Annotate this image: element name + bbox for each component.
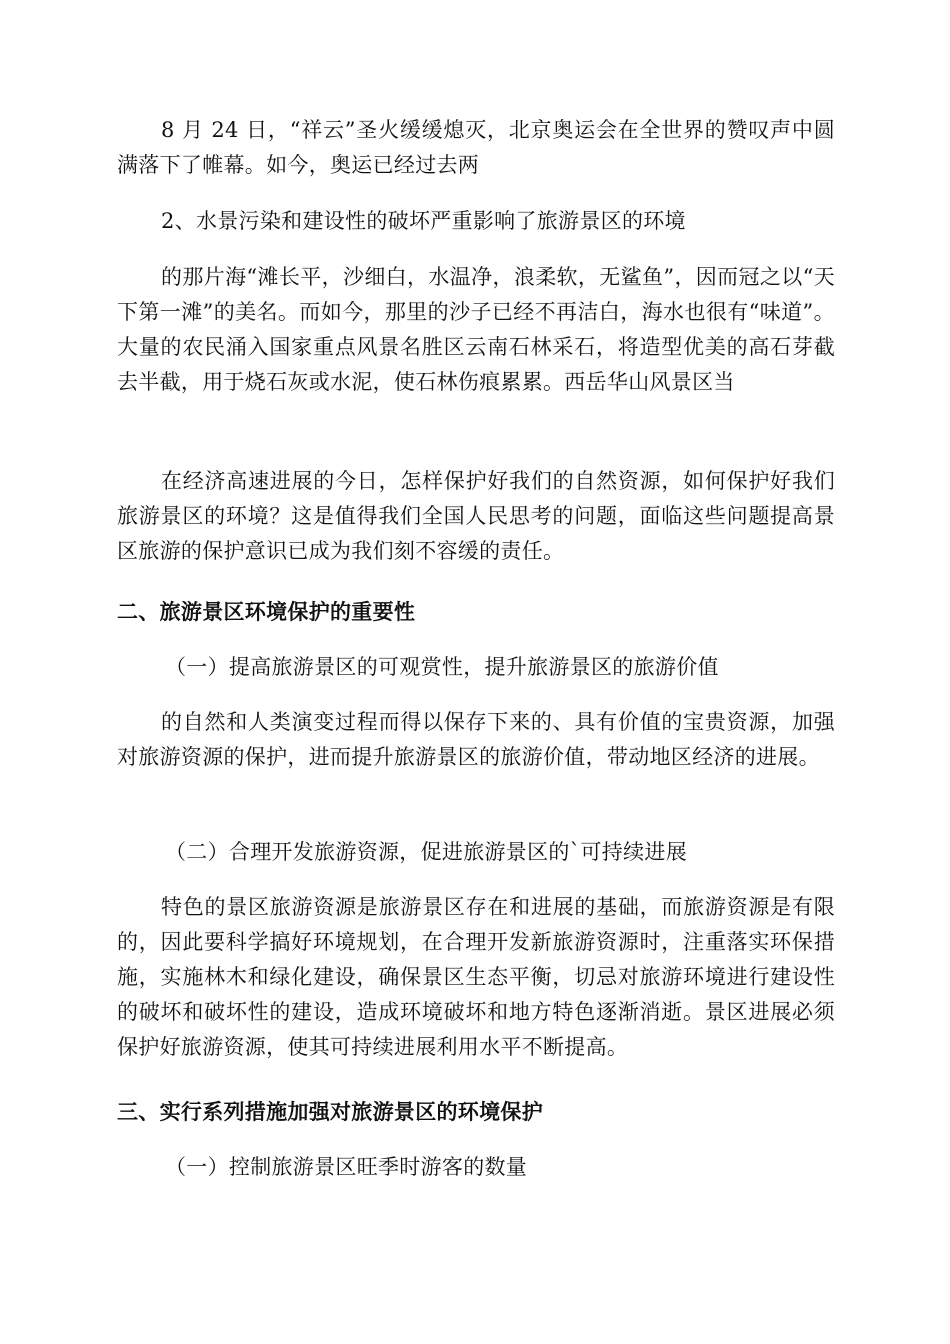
subsection-heading-3-1: （一）控制旅游景区旺季时游客的数量 [165, 1155, 528, 1179]
paragraph-economic-development: 在经济高速进展的今日，怎样保护好我们的自然资源，如何保护好我们旅游景区的环境？这是值得我们全国人民思考的问题，面临这些问题提高景区旅游的保护意识已成为我们刻不容缓的责任。 [117, 469, 835, 563]
paragraph-sustainable-development: 特色的景区旅游资源是旅游景区存在和进展的基础，而旅游资源是有限的，因此要科学搞好环境规划，在合理开发新旅游资源时，注重落实环保措施，实施林木和绿化建设，确保景区生态平衡，切忌对旅游环境进行建设性的破坏和破坏性的建设，造成环境破坏和地方特色逐渐消逝。景区进展必须保护好旅游资源，使其可持续进展利用水平不断提高。 [117, 895, 835, 1059]
subsection-heading-2-1: （一）提高旅游景区的可观赏性，提升旅游景区的旅游价值 [165, 655, 719, 679]
section-heading-3: 三、实行系列措施加强对旅游景区的环境保护 [117, 1099, 543, 1124]
subsection-heading-2-2: （二）合理开发旅游资源，促进旅游景区的`可持续进展 [165, 840, 687, 864]
subheading-water-pollution: 2、水景污染和建设性的破坏严重影响了旅游景区的环境 [161, 209, 686, 233]
paragraph-resource-value: 的自然和人类演变过程而得以保存下来的、具有价值的宝贵资源，加强对旅游资源的保护，进而提升旅游景区的旅游价值，带动地区经济的进展。 [117, 710, 835, 769]
paragraph-beach-stone-forest: 的那片海“滩长平，沙细白，水温净，浪柔软，无鲨鱼”，因而冠之以“天下第一滩”的美名。而如今，那里的沙子已经不再洁白，海水也很有“味道”。大量的农民涌入国家重点风景名胜区云南石林采石，将造型优美的高石芽截去半截，用于烧石灰或水泥，使石林伤痕累累。西岳华山风景区当 [117, 265, 835, 394]
section-heading-2: 二、旅游景区环境保护的重要性 [117, 599, 416, 624]
paragraph-olympics: 8 月 24 日，“祥云”圣火缓缓熄灭，北京奥运会在全世界的赞叹声中圆满落下了帷幕。如今，奥运已经过去两 [117, 118, 835, 177]
